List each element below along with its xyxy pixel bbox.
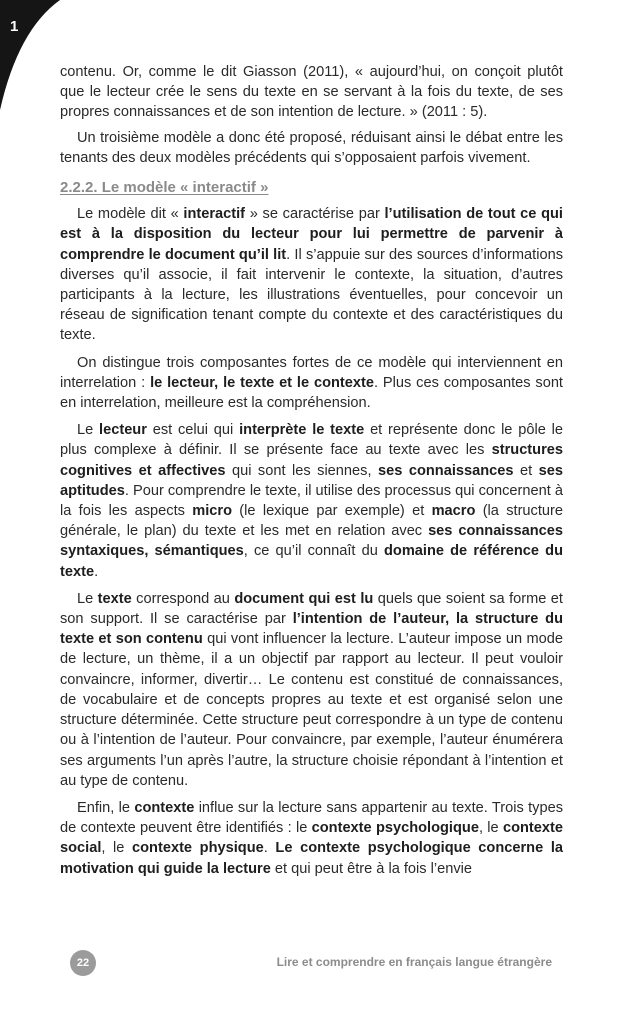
text-run: quels que soient sa forme et son support. Il se caractérise par (60, 590, 563, 628)
page-number: 22 (70, 950, 96, 976)
bold-run: document qui est lu (234, 590, 374, 607)
paragraph-reader (60, 420, 563, 582)
text-run: Le modèle dit « (77, 206, 184, 223)
bold-run: interactif (183, 206, 246, 223)
text-run: » se caractérise par (245, 206, 385, 223)
text-run: (le lexique par exemple) et (232, 503, 432, 520)
bold-run: texte (97, 590, 132, 607)
bold-run: lecteur (99, 422, 147, 439)
bold-run: ses connaissances syntaxiques, sémantiques (60, 523, 564, 560)
text-run: Enfin, le (77, 799, 135, 816)
text-run: et (513, 462, 539, 479)
text-run: On distingue trois composantes fortes de ce modèle qui interviennent en interrelation : (60, 354, 563, 391)
bold-run: ses aptitudes (60, 462, 563, 499)
text-run: . (94, 563, 99, 580)
paragraph-components (60, 353, 563, 414)
bold-run: contexte social (60, 820, 563, 857)
book-title: Lire et comprendre en français langue étrangère (276, 955, 552, 969)
bold-run: structures cognitives et affectives (60, 442, 563, 479)
text-run: , le (478, 820, 503, 837)
bold-run: domaine de référence du texte (60, 543, 563, 580)
paragraph-context (60, 798, 563, 879)
text-run: correspond au (131, 590, 235, 607)
text-run: influe sur la lecture sans appartenir au texte. Trois types de contexte peuvent être identifiés : le (60, 799, 563, 837)
paragraph-text (60, 589, 563, 791)
bold-run: contexte (134, 799, 195, 816)
bold-run: l’intention de l’auteur, la structure du texte et son contenu (60, 611, 564, 648)
text-run: qui sont les siennes, (225, 462, 378, 479)
chapter-number: 1 (10, 18, 19, 35)
section-heading: 2.2.2. Le modèle « interactif » (60, 179, 269, 197)
bold-run: contexte psychologique (311, 820, 479, 837)
text-run: . (263, 840, 276, 857)
paragraph-continued: contenu. Or, comme le dit Giasson (2011), « aujourd’hui, on conçoit plutôt que le lecteur crée le sens du texte en se servant à la fois du texte, de ses propres connaissances et de son intention de lecture. » (2011 : 5). (60, 64, 563, 121)
bold-run: Le contexte psychologique concerne la motivation qui guide la lecture (60, 840, 563, 877)
text-run: et représente donc le pôle le plus complexe à définir. Il se présente face au texte avec les (60, 422, 563, 459)
bold-run: micro (192, 503, 232, 520)
text-run: qui vont influencer la lecture. L’auteur impose un mode de lecture, un thème, il a un objectif par rapport au lecteur. Il peut vouloir convaincre, informer, divertir… Le contenu est constitué de connaissances, de vocabulaire et de concepts propres au texte et est organisé selon une structure déterminée. Cette structure peut correspondre à un type de contenu ou à l’intention de l’auteur. Pour convaincre, par exemple, l’auteur énumérera ses arguments l’un après l’autre, la structure choisie répondant à l’intention et au type de contenu. (60, 631, 564, 789)
text-run: Le (77, 422, 100, 439)
text-run: et qui peut être à la fois l’envie (270, 860, 473, 877)
text-run: , ce qu’il connaît du (243, 543, 384, 560)
bold-run: ses connaissances (378, 462, 514, 479)
text-run: est celui qui (146, 422, 240, 439)
chapter-corner-tab (0, 0, 60, 110)
bold-run: le lecteur, le texte et le contexte (150, 374, 374, 391)
text-run: . Plus ces composantes sont en interrelation, meilleure est la compréhension. (60, 374, 563, 412)
text-run: , le (101, 840, 133, 857)
bold-run: contexte physique (132, 840, 264, 857)
bold-run: interprète le texte (239, 422, 365, 439)
bold-run: macro (431, 503, 476, 520)
paragraph-third-model: Un troisième modèle a donc été proposé, réduisant ainsi le débat entre les tenants des deux modèles précédents qui s’opposaient parfois vivement. (60, 129, 563, 166)
text-run: . Pour comprendre le texte, il utilise des processus qui concernent à la fois les aspects (60, 482, 563, 520)
page-footer (70, 950, 560, 978)
bold-run: l’utilisation de tout ce qui est à la disposition du lecteur pour lui permettre de parvenir à comprendre le document qu’il lit (60, 206, 563, 263)
page-body (60, 62, 563, 886)
paragraph-interactive-model (60, 204, 563, 345)
text-run: Le (77, 590, 98, 607)
text-run: (la structure générale, le plan) du texte et les met en relation avec (60, 503, 563, 540)
text-run: . Il s’appuie sur des sources d’informations diverses qu’il associe, il fait intervenir le contexte, la situation, d’autres participants à la lecture, les illustrations éventuelles, pour concevoir un réseau de signification tenant compte du contexte et des caractéristiques du texte. (60, 246, 564, 344)
